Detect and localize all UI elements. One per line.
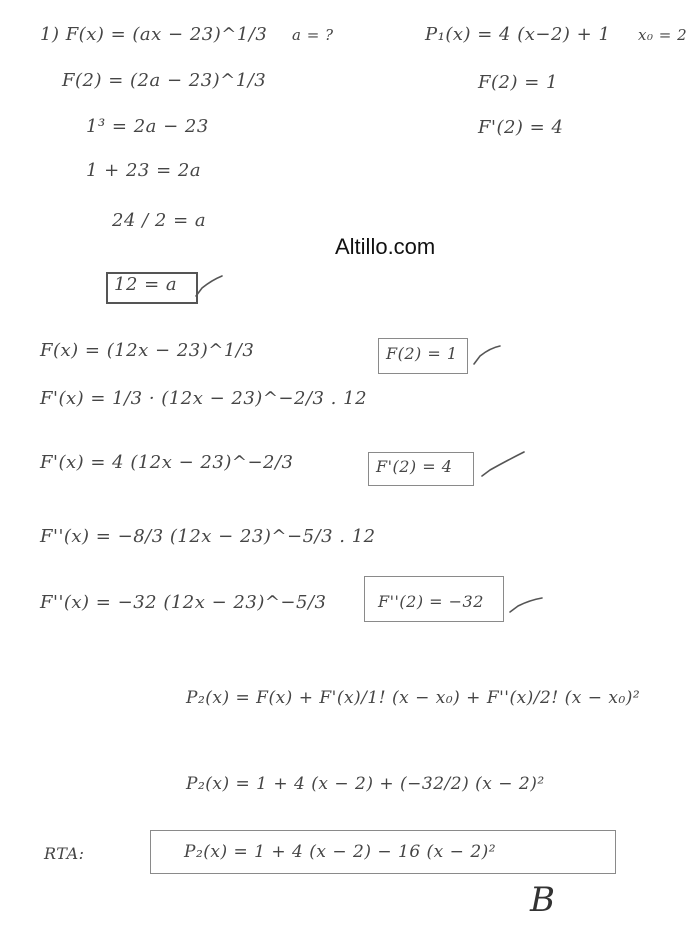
fp2-given: F'(2) = 4 [478,117,564,138]
taylor-p1: P₁(x) = 4 (x−2) + 1 [425,24,611,45]
check-icon [474,346,500,364]
check-icon [482,452,524,476]
taylor-substituted: P₂(x) = 1 + 4 (x − 2) + (−32/2) (x − 2)² [186,774,545,794]
function-f: F(x) = (12x − 23)^1/3 [40,340,255,361]
check-icon [196,276,222,296]
box-fp2-text: F'(2) = 4 [376,457,453,476]
problem-header: 1) F(x) = (ax − 23)^1/3 [40,24,268,45]
box-f2-text: F(2) = 1 [386,344,458,363]
derivative-2b: F''(x) = −32 (12x − 23)^−5/3 [40,592,327,613]
derivative-2a: F''(x) = −8/3 (12x − 23)^−5/3 . 12 [40,526,376,547]
answer: P₂(x) = 1 + 4 (x − 2) − 16 (x − 2)² [184,842,497,862]
step-2: 1 + 23 = 2a [86,160,202,181]
grade-mark: B [530,880,555,920]
watermark: Altillo.com [335,234,436,259]
check-icon [510,598,542,612]
box-fpp2-text: F''(2) = −32 [378,592,484,611]
taylor-general: P₂(x) = F(x) + F'(x)/1! (x − x₀) + F''(x)/2! (x − x₀)² [186,688,641,708]
step-1: 1³ = 2a − 23 [86,116,209,137]
answer-label: RTA: [44,844,85,863]
x0-value: x₀ = 2 [638,26,688,44]
derivative-1b: F'(x) = 4 (12x − 23)^−2/3 [40,452,294,473]
unknown-a: a = ? [292,26,334,44]
result-a: 12 = a [114,274,178,295]
f2-given: F(2) = 1 [478,72,558,93]
f2-evaluation: F(2) = (2a − 23)^1/3 [62,70,267,91]
step-3: 24 / 2 = a [112,210,207,231]
derivative-1a: F'(x) = 1/3 · (12x − 23)^−2/3 . 12 [40,388,368,409]
